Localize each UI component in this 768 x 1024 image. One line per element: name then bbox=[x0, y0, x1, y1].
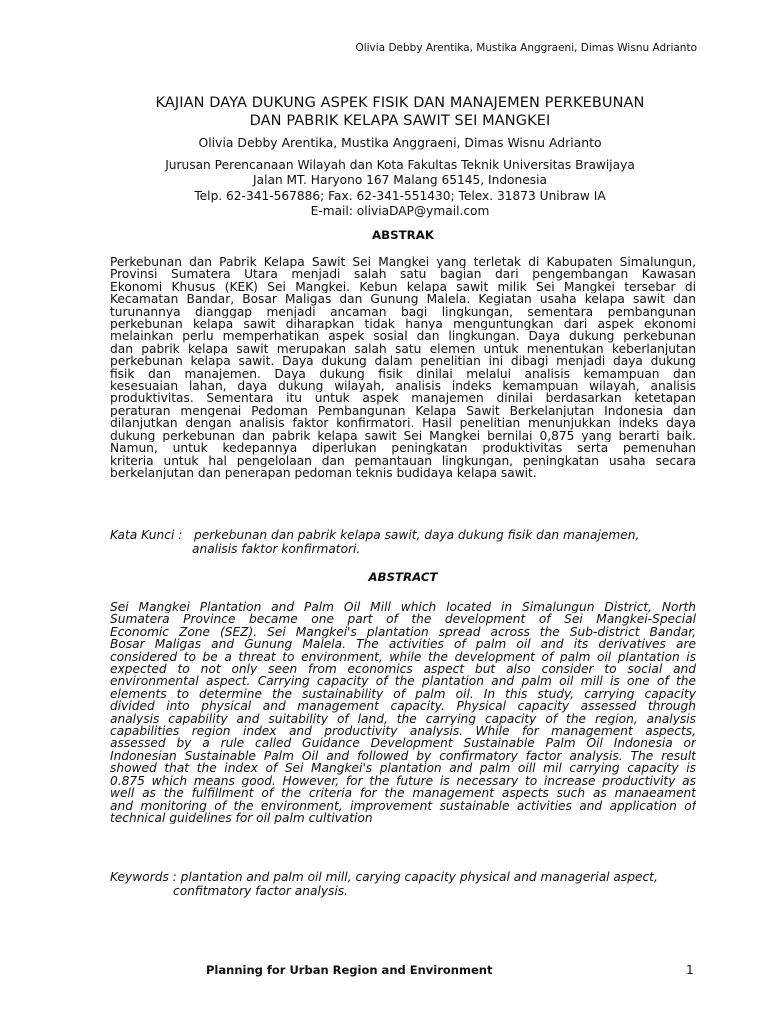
paragraph-line: Economic Zone (SEZ). Sei Mangkei's plantation spread across the Sub-district Bandar, bbox=[110, 625, 696, 639]
paragraph-line: turunannya dianggap menjadi ancaman bagi lingkungan, sementara pembangunan bbox=[110, 305, 696, 319]
paragraph-line: Indonesian Sustainable Palm Oil and followed by confirmatory factor analysis. The result bbox=[110, 749, 696, 763]
paragraph-line: peraturan mengenai Pedoman Pembangunan Kelapa Sawit Berkelanjutan Indonesia dan bbox=[110, 404, 696, 418]
paragraph-line: considered to be a threat to environment, while the development of palm oil plantation is bbox=[110, 650, 696, 664]
affiliation-line: Jurusan Perencanaan Wilayah dan Kota Fakultas Teknik Universitas Brawijaya bbox=[165, 158, 635, 172]
keywords-line: Keywords : plantation and palm oil mill, carying capacity physical and managerial aspect, bbox=[110, 870, 658, 884]
paragraph-line: perkebunan kelapa sawit. Daya dukung dalam penelitian ini dibagi menjadi daya dukung bbox=[110, 355, 696, 368]
paragraph-line: Bosar Maligas and Gunung Malela. The activities of palm oil and its derivatives are bbox=[110, 638, 696, 651]
paragraph-line: Provinsi Sumatera Utara menjadi salah satu bagian dari pengembangan Kawasan bbox=[110, 268, 696, 281]
title-line: KAJIAN DAYA DUKUNG ASPEK FISIK DAN MANAJEMEN PERKEBUNAN bbox=[155, 95, 645, 111]
paragraph-line: environmental aspect. Carrying capacity of the plantation and palm oil mill is one of the bbox=[110, 675, 696, 688]
affiliation-line: Telp. 62-341-567886; Fax. 62-341-551430; Telex. 31873 Unibraw IA bbox=[194, 188, 606, 203]
email-line: E-mail: oliviaDAP@ymail.com bbox=[310, 203, 490, 218]
paragraph-line: dilanjutkan dengan analisis faktor konfirmatori. Hasil penelitian menunjukkan indeks daya bbox=[110, 417, 696, 430]
paragraph-line: expected to not only seen from economics aspect but also consider to social and bbox=[110, 663, 696, 676]
paragraph-line: Kecamatan Bandar, Bosar Maligas dan Gunung Malela. Kegiatan usaha kelapa sawit dan bbox=[110, 293, 696, 306]
kata-kunci-terms-cont: analisis faktor konfirmatori. bbox=[192, 542, 361, 556]
paragraph-line: well as the fulfillment of the criteria for the management aspects such as manaeament bbox=[110, 787, 696, 800]
title-line: DAN PABRIK KELAPA SAWIT SEI MANGKEI bbox=[249, 113, 551, 129]
page-number: 1 bbox=[686, 963, 694, 977]
keywords bbox=[110, 870, 696, 898]
paragraph-line: divided into physical and management capacity. Physical capacity assessed through bbox=[110, 700, 696, 713]
paragraph-line: assessed by a rule called Guidance Development Sustainable Palm Oil Indonesia or bbox=[110, 737, 696, 750]
affiliation bbox=[110, 158, 690, 219]
kata-kunci-label: Kata Kunci : bbox=[110, 528, 183, 542]
paragraph-line: technical guidelines for oil palm cultivation bbox=[110, 811, 373, 825]
paragraph-line: Perkebunan dan Pabrik Kelapa Sawit Sei Mangkei yang terletak di Kabupaten Simalungun, bbox=[110, 256, 696, 269]
author-list: Olivia Debby Arentika, Mustika Anggraeni, Dimas Wisnu Adrianto bbox=[198, 135, 602, 150]
paragraph-line: berkelanjutan dan penerapan pedoman teknis budidaya kelapa sawit. bbox=[110, 466, 537, 480]
paragraph-line: and monitoring of the environment, improvement sustainable activities and application of bbox=[110, 799, 696, 812]
paragraph-line: elements to determine the sustainability of palm oil. In this study, carrying capacity bbox=[110, 687, 696, 701]
paragraph-line: Sei Mangkei Plantation and Palm Oil Mill which located in Simalungun District, North bbox=[110, 601, 696, 614]
abstract-paragraph bbox=[110, 601, 696, 824]
paragraph-line: kriteria untuk hal pengelolaan dan pemantauan lingkungan, peningkatan usaha secara bbox=[110, 454, 696, 467]
paragraph-line: showed that the index of Sei Mangkei's plantation and palm oill mil carrying capacity is bbox=[110, 762, 696, 775]
journal-name: Planning for Urban Region and Environment bbox=[206, 963, 493, 977]
keywords-line-cont: confitmatory factor analysis. bbox=[173, 884, 349, 898]
paragraph-line: perkebunan kelapa sawit diharapkan tidak hanya menguntungkan dari aspek ekonomi bbox=[110, 318, 696, 331]
running-head: Olivia Debby Arentika, Mustika Anggraeni, Dimas Wisnu Adrianto bbox=[355, 42, 697, 54]
paragraph-line: 0.875 which means good. However, for the future is necessary to increase productivity as bbox=[110, 774, 696, 788]
paragraph-line: capabilities region index and productivity analysis. While for management aspects, bbox=[110, 725, 696, 738]
kata-kunci-terms: perkebunan dan pabrik kelapa sawit, daya dukung fisik dan manajemen, bbox=[193, 528, 640, 542]
affiliation-line: Jalan MT. Haryono 167 Malang 65145, Indonesia bbox=[253, 173, 547, 188]
paragraph-line: kesesuaian lahan, daya dukung wilayah, analisis indeks kemampuan wilayah, analisis bbox=[110, 380, 696, 393]
paragraph-line: melainkan perlu memperhatikan aspek sosial dan lingkungan. Daya dukung perkebunan bbox=[110, 330, 696, 343]
kata-kunci bbox=[110, 528, 696, 556]
paragraph-line: fisik dan manajemen. Daya dukung fisik dinilai melalui analisis kemampuan dan bbox=[110, 367, 696, 381]
paper-title bbox=[100, 94, 700, 130]
paragraph-line: dan pabrik kelapa sawit merupakan salah satu elemen untuk menentukan keberlanjutan bbox=[110, 342, 696, 356]
abstrak-heading: ABSTRAK bbox=[371, 228, 435, 242]
paragraph-line: Sumatera Province became one part of the development of Sei Mangkei-Special bbox=[110, 613, 696, 626]
paragraph-line: Namun, untuk kedepannya diperlukan peningkatan produktivitas serta pemenuhan bbox=[110, 442, 696, 455]
paragraph-line: Ekonomi Khusus (KEK) Sei Mangkei. Kebun kelapa sawit milik Sei Mangkei tersebar di bbox=[110, 280, 696, 294]
kata-kunci-row bbox=[110, 528, 696, 542]
paragraph-line: analysis capability and suitability of land, the carrying capacity of the region, analysis bbox=[110, 712, 696, 726]
abstrak-paragraph bbox=[110, 256, 696, 479]
paragraph-line: dukung perkebunan dan pabrik kelapa sawit Sei Mangkei bernilai 0,875 yang berarti baik. bbox=[110, 429, 696, 443]
paragraph-line: produktivitas. Sementara itu untuk aspek manajemen dinilai berdasarkan ketetapan bbox=[110, 392, 696, 405]
abstract-heading: ABSTRACT bbox=[368, 570, 438, 584]
